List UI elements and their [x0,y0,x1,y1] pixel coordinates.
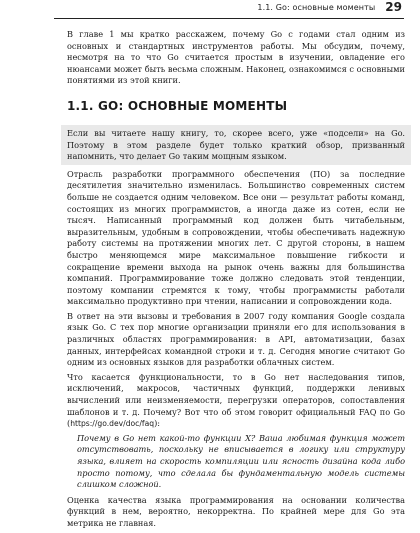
paragraph-google: В ответ на эти вызовы и требования в 2007 году компания Google создала язык Go. С тех пор многие организации приняли его для использования в различных областях программирования: в API, автоматизации, базах данных, интерфейсах командной строки и т. д. Сегодня многие считают Go одним из основных языков для разработки облачных систем. [67,310,405,368]
section-heading: 1.1. GO: ОСНОВНЫЕ МОМЕНТЫ [67,98,288,113]
summary-box-text: Если вы читаете нашу книгу, то, скорее всего, уже «подсели» на Go. Поэтому в этом разделе будет только краткий обзор, призванный напомнить, что делает Go таким мощным языком. [67,127,405,162]
page-number: 29 [385,0,402,14]
paragraph-features-text: Что касается функциональности, то в Go нет наследования типов, исключений, макросов, частичных функций, поддержки ленивых вычислений или неизменяемости, перегрузки операторов, сопоставления шаблонов и т. д. Почему? Вот что об этом говорит официальный FAQ по Go ( [67,371,405,429]
intro-paragraph: В главе 1 мы кратко расскажем, почему Go с годами стал одним из основных и стандартных инструментов работы. Мы обсудим, почему, несмотря на то что Go считается простым в изучении, овладение его нюансами может быть весьма сложным. Наконец, ознакомимся с основными понятиями из этой книги. [67,29,405,86]
summary-box [61,125,411,165]
paragraph-features-end: ): [154,418,161,429]
running-header-title: 1.1. Go: основные моменты [257,2,376,12]
paragraph-features [67,372,405,430]
paragraph-industry: Отрасль разработки программного обеспечения (ПО) за последние десятилетия значительно изменилась. Большинство современных систем больше не создается одним человеком. Все они — результат работы команд, состоящих из многих программистов, а иногда даже из сотен, если не тысяч. Написанный программный код должен быть читабельным, выразительным, удобным в сопровождении, чтобы обеспечивать надежную работу системы на протяжении многих лет. С другой стороны, в нашем быстро меняющемся мире максимальное повышение гибкости и сокращение времени выхода на рынок очень важны для большинства компаний. Программирование тоже должно следовать этой тенденции, поэтому компании стремятся к тому, чтобы программисты работали максимально продуктивно при чтении, написании и сопровождении кода. [67,168,405,307]
faq-link[interactable]: https://go.dev/doc/faq [70,419,155,429]
faq-quote: Почему в Go нет какой-то функции X? Ваша любимая функция может отсутствовать, поскольку не вписывается в логику или структуру языка, влияет на скорость компиляции или ясность дизайна кода либо просто потому, что сделала бы фундаментальную модель системы слишком сложной. [77,432,405,490]
header-divider [54,18,404,19]
running-header [257,0,402,14]
page-body [67,29,405,533]
paragraph-quality: Оценка качества языка программирования на основании количества функций в нем, вероятно, некорректна. По крайней мере для Go эта метрика не главная. [67,494,405,528]
